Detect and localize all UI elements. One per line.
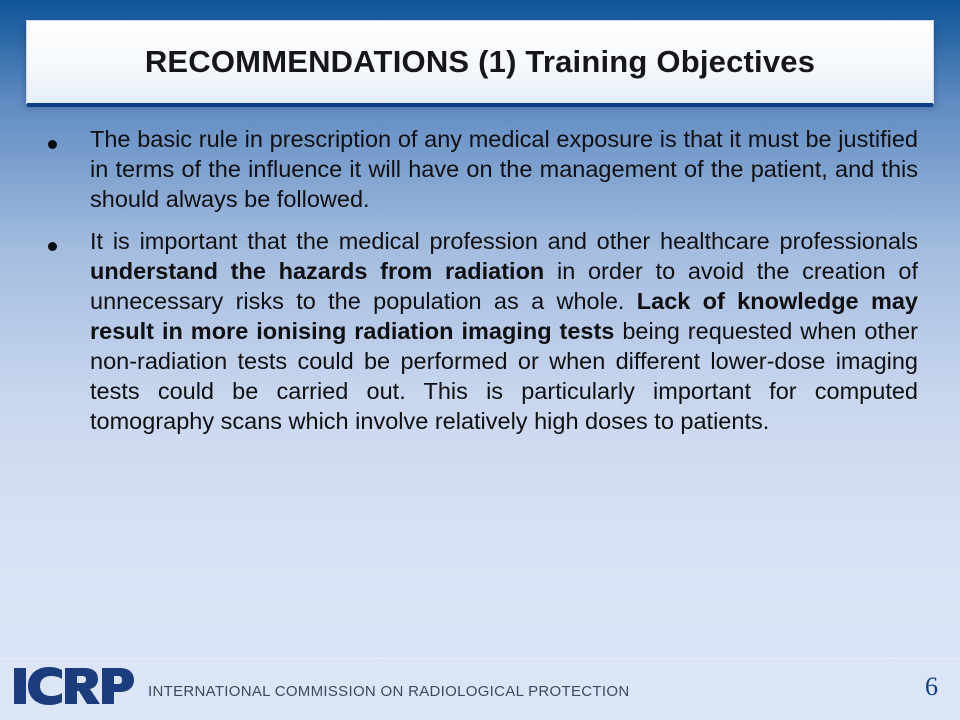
bullet-text-justification [90, 124, 918, 214]
slide-body [40, 124, 918, 448]
bullet-item-hazards [40, 226, 918, 436]
bullet-text-hazards [90, 226, 918, 436]
footer-divider [0, 658, 960, 659]
bullet-2-segment-1: It is important that the medical profession and other healthcare professionals [90, 228, 918, 254]
slide-title: RECOMMENDATIONS (1) Training Objectives [144, 44, 816, 79]
bullet-2-emphasis-knowledge: Lack of knowledge may result in more ionising radiation imaging tests [90, 288, 918, 344]
bullet-dot-icon [48, 140, 57, 149]
page-number: 6 [925, 672, 938, 701]
icrp-logo [14, 664, 134, 708]
bullet-2-segment-5: being requested when other non-radiation tests could be performed or when different lower-dose imaging tests could be carried out. This is particularly important for computed tomography scans which involve relatively high doses to patients. [90, 318, 918, 434]
organization-name: INTERNATIONAL COMMISSION ON RADIOLOGICAL PROTECTION [148, 683, 630, 700]
bullet-item-justification [40, 124, 918, 214]
title-banner [26, 20, 934, 104]
bullet-dot-icon [48, 242, 57, 251]
bullet-2-segment-3: in order to avoid the creation of unnecessary risks to the population as a whole. [90, 258, 918, 314]
bullet-2-emphasis-hazards: understand the hazards from radiation [90, 258, 545, 284]
bullet-1-text: The basic rule in prescription of any medical exposure is that it must be justified in terms of the influence it will have on the management of the patient, and this should always be followed. [90, 126, 918, 212]
